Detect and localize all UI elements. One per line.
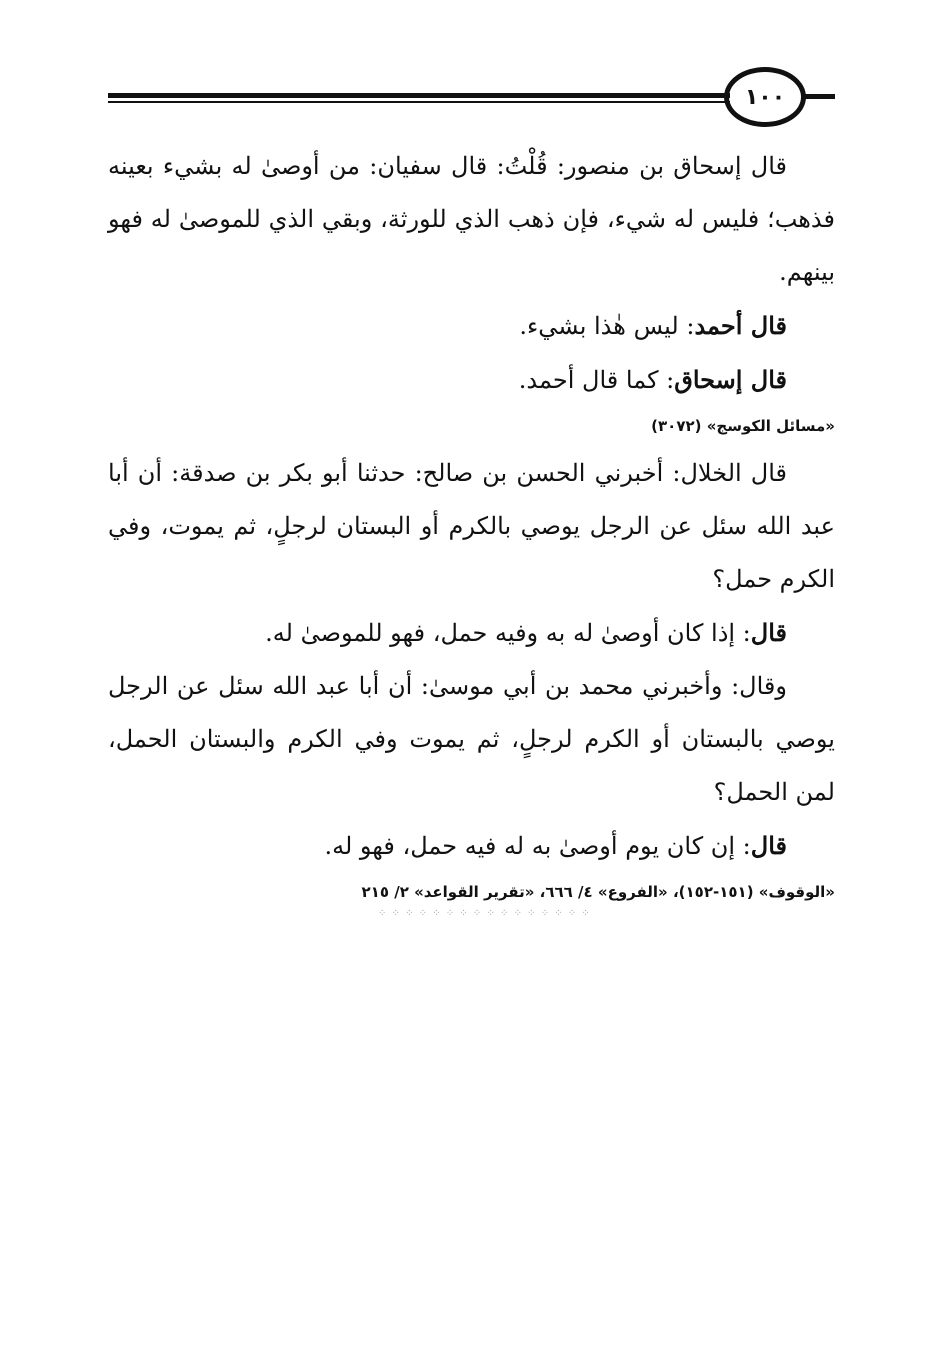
page-body [108,140,835,913]
header-rule-thin [108,101,730,103]
reply-text: : كما قال أحمد. [518,366,675,394]
paragraph-ishaq-reply [108,353,835,407]
reply-text: : إذا كان أوصىٰ له به وفيه حمل، فهو للموصىٰ له. [265,619,751,647]
paragraph-answer [108,606,835,660]
paragraph-ahmad-reply [108,299,835,353]
paragraph-khallal-report: قال الخلال: أخبرني الحسن بن صالح: حدثنا أبو بكر بن صدقة: أن أبا عبد الله سئل عن الرجل يوصي بالكرم أو البستان لرجلٍ، ثم يموت، وفي الكرم حمل؟ [108,459,835,593]
speaker-label: قال أحمد [694,311,787,340]
reply-text: : ليس هٰذا بشيء. [519,312,695,340]
paragraph-answer [108,819,835,873]
header-rule-right [805,94,835,99]
paragraph-second-report: وقال: وأخبرني محمد بن أبي موسىٰ: أن أبا عبد الله سئل عن الرجل يوصي بالبستان أو الكرم لرجلٍ، ثم يموت وفي الكرم والبستان الحمل، لمن الحمل؟ [108,672,835,806]
paragraph-ishaq-sufyan: قال إسحاق بن منصور: قُلْتُ: قال سفيان: من أوصىٰ له بشيء بعينه فذهب؛ فليس له شيء، فإن ذهب الذي للورثة، وبقي الذي للموصىٰ له فهو بينهم. [108,152,835,286]
speaker-label: قال إسحاق [674,365,787,394]
speaker-label: قال [750,618,787,647]
source-reference: «الوقوف» (١٥١-١٥٢)، «الفروع» ٤/ ٦٦٦، «تقرير القواعد» ٢/ ٢١٥ [361,883,835,901]
source-reference: «مسائل الكوسج» (٣٠٧٢) [651,417,835,435]
page-number-badge [724,67,806,127]
reply-text: : إن كان يوم أوصىٰ به له فيه حمل، فهو له. [324,832,751,860]
page-number: ١٠٠ [744,84,786,110]
speaker-label: قال [750,831,787,860]
header-rule-thick [108,93,730,98]
page-header [0,0,937,140]
decorative-divider-icon: ⁘ ⁘ ⁘ ⁘ ⁘ ⁘ ⁘ ⁘ ⁘ ⁘ ⁘ ⁘ ⁘ ⁘ ⁘ ⁘ [378,908,591,919]
